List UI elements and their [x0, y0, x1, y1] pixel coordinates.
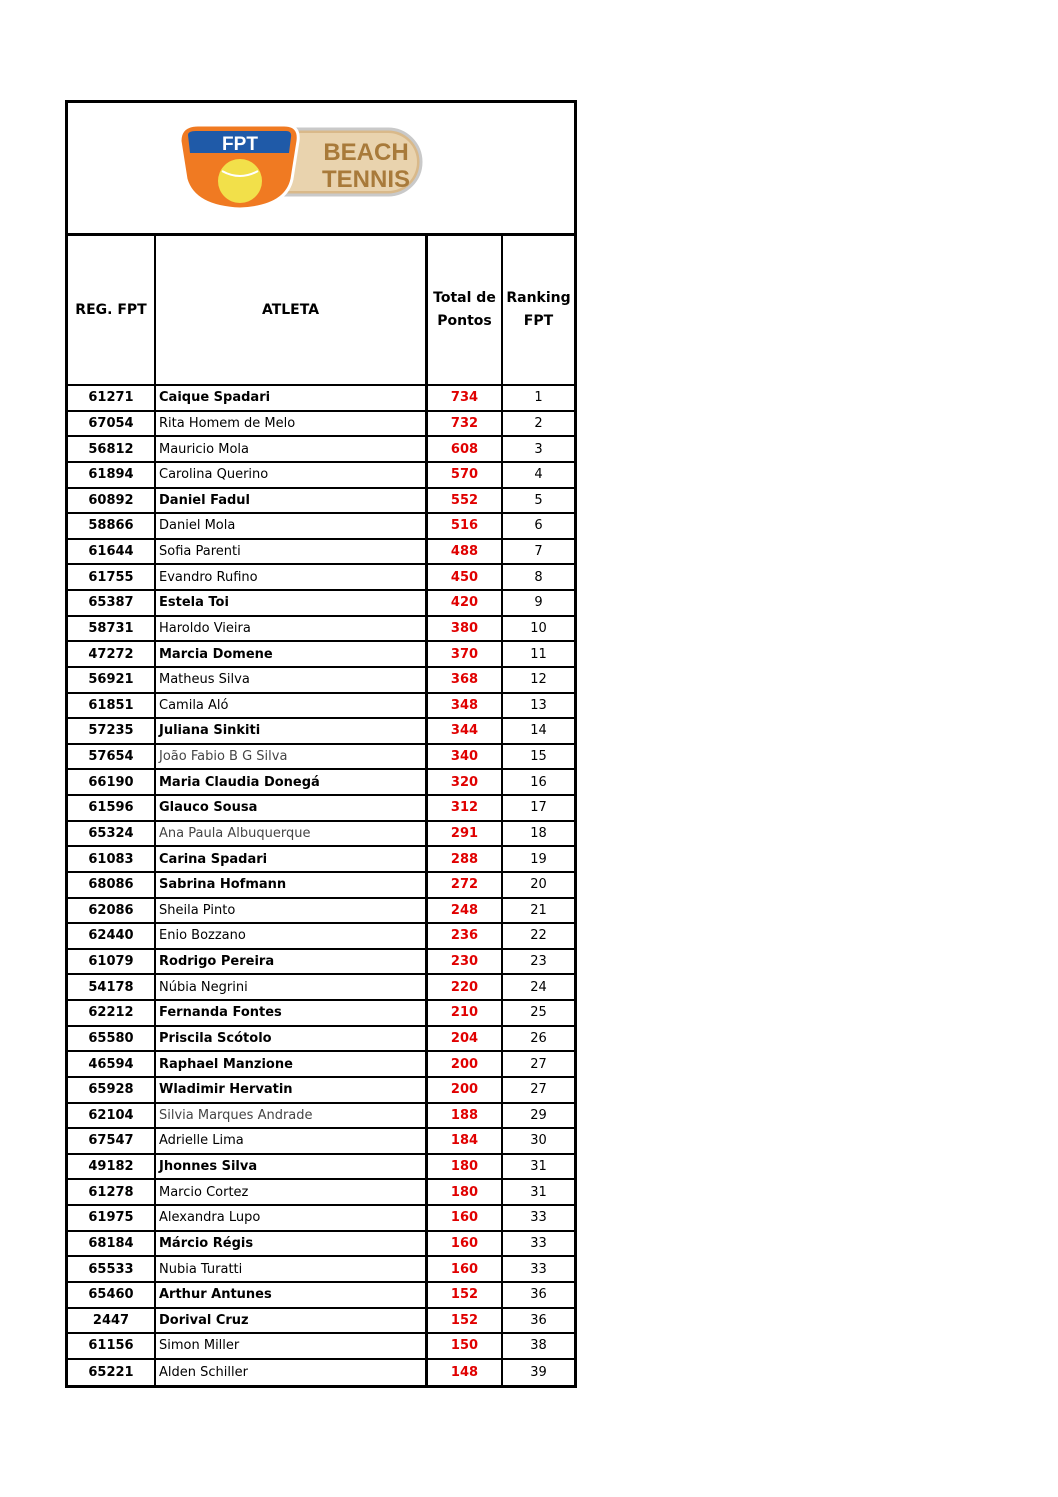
points-cell: 340 — [425, 745, 501, 769]
reg-header: REG. FPT — [75, 301, 147, 318]
athlete-cell: Daniel Mola — [154, 514, 425, 538]
reg-cell: 65387 — [88, 595, 134, 611]
reg-cell: 61851 — [88, 697, 134, 713]
table-row — [68, 719, 574, 745]
rank-cell: 22 — [501, 924, 574, 948]
points-cell: 180 — [425, 1155, 501, 1179]
reg-cell: 61156 — [88, 1338, 134, 1354]
table-row — [68, 1206, 574, 1232]
reg-cell: 67054 — [88, 415, 134, 431]
points-cell: 368 — [425, 668, 501, 692]
reg-cell: 62212 — [88, 1005, 134, 1021]
athlete-cell: Juliana Sinkiti — [154, 719, 425, 743]
points-cell: 248 — [425, 899, 501, 923]
athlete-cell: Silvia Marques Andrade — [154, 1104, 425, 1128]
points-cell: 230 — [425, 950, 501, 974]
reg-cell: 65928 — [88, 1082, 134, 1098]
fpt-beach-tennis-logo — [176, 119, 426, 215]
rank-cell: 27 — [501, 1052, 574, 1076]
reg-cell: 65533 — [88, 1261, 134, 1277]
reg-cell: 62440 — [88, 928, 134, 944]
table-row — [68, 1129, 574, 1155]
table-row — [68, 540, 574, 566]
athlete-cell: Arthur Antunes — [154, 1283, 425, 1307]
rank-cell: 5 — [501, 489, 574, 513]
points-cell: 380 — [425, 617, 501, 641]
athlete-cell: Marcia Domene — [154, 642, 425, 666]
rank-cell: 17 — [501, 796, 574, 820]
reg-cell: 65324 — [88, 825, 134, 841]
table-row — [68, 745, 574, 771]
points-cell: 570 — [425, 463, 501, 487]
table-row — [68, 514, 574, 540]
points-cell: 344 — [425, 719, 501, 743]
rank-cell: 8 — [501, 565, 574, 589]
athlete-cell: Mauricio Mola — [154, 437, 425, 461]
table-row — [68, 386, 574, 412]
reg-cell: 68086 — [88, 877, 134, 893]
reg-cell: 57235 — [88, 723, 134, 739]
athlete-cell: Alden Schiller — [154, 1360, 425, 1386]
athlete-cell: Marcio Cortez — [154, 1180, 425, 1204]
points-header — [425, 236, 501, 384]
reg-cell: 2447 — [92, 1312, 130, 1328]
athlete-cell: Dorival Cruz — [154, 1309, 425, 1333]
reg-cell: 56812 — [88, 441, 134, 457]
points-cell: 152 — [425, 1283, 501, 1307]
points-cell: 204 — [425, 1027, 501, 1051]
points-cell: 312 — [425, 796, 501, 820]
rank-cell: 24 — [501, 975, 574, 999]
points-cell: 488 — [425, 540, 501, 564]
athlete-cell: Camila Aló — [154, 694, 425, 718]
athlete-cell: Wladimir Hervatin — [154, 1078, 425, 1102]
rank-cell: 15 — [501, 745, 574, 769]
table-row — [68, 975, 574, 1001]
points-cell: 236 — [425, 924, 501, 948]
reg-cell: 66190 — [88, 774, 134, 790]
points-cell: 272 — [425, 873, 501, 897]
reg-cell: 61271 — [88, 390, 134, 406]
reg-cell: 62086 — [88, 902, 134, 918]
rank-header — [501, 236, 574, 384]
table-row — [68, 489, 574, 515]
rank-cell: 27 — [501, 1078, 574, 1102]
rank-cell: 20 — [501, 873, 574, 897]
rank-cell: 6 — [501, 514, 574, 538]
reg-cell: 61975 — [88, 1210, 134, 1226]
table-row — [68, 1052, 574, 1078]
athlete-header: ATLETA — [154, 236, 425, 384]
rank-cell: 26 — [501, 1027, 574, 1051]
points-cell: 188 — [425, 1104, 501, 1128]
table-row — [68, 1078, 574, 1104]
points-cell: 160 — [425, 1232, 501, 1256]
table-row — [68, 1309, 574, 1335]
reg-cell: 61596 — [88, 800, 134, 816]
reg-cell: 67547 — [88, 1133, 134, 1149]
table-row — [68, 950, 574, 976]
points-cell: 184 — [425, 1129, 501, 1153]
reg-cell: 56921 — [88, 672, 134, 688]
points-cell: 420 — [425, 591, 501, 615]
athlete-cell: Raphael Manzione — [154, 1052, 425, 1076]
table-row — [68, 668, 574, 694]
points-cell: 150 — [425, 1334, 501, 1358]
rank-cell: 31 — [501, 1155, 574, 1179]
reg-cell: 61079 — [88, 954, 134, 970]
reg-cell: 57654 — [88, 749, 134, 765]
athlete-cell: Nubia Turatti — [154, 1257, 425, 1281]
athlete-cell: Ana Paula Albuquerque — [154, 822, 425, 846]
athlete-cell: Fernanda Fontes — [154, 1001, 425, 1025]
points-cell: 450 — [425, 565, 501, 589]
rank-cell: 2 — [501, 412, 574, 436]
logo-line2: TENNIS — [321, 166, 411, 193]
points-cell: 552 — [425, 489, 501, 513]
athlete-cell: Sheila Pinto — [154, 899, 425, 923]
rank-cell: 3 — [501, 437, 574, 461]
points-cell: 160 — [425, 1257, 501, 1281]
reg-cell: 65580 — [88, 1030, 134, 1046]
table-row — [68, 617, 574, 643]
athlete-cell: Caique Spadari — [154, 386, 425, 410]
athlete-cell: Jhonnes Silva — [154, 1155, 425, 1179]
table-row — [68, 873, 574, 899]
table-row — [68, 1027, 574, 1053]
rank-cell: 16 — [501, 770, 574, 794]
points-cell: 370 — [425, 642, 501, 666]
table-row — [68, 796, 574, 822]
reg-cell: 46594 — [88, 1056, 134, 1072]
rank-cell: 39 — [501, 1360, 574, 1386]
table-row — [68, 1334, 574, 1360]
rank-cell: 4 — [501, 463, 574, 487]
reg-cell: 61083 — [88, 851, 134, 867]
reg-cell: 49182 — [88, 1159, 134, 1175]
table-row — [68, 899, 574, 925]
points-cell: 160 — [425, 1206, 501, 1230]
reg-cell: 47272 — [88, 646, 134, 662]
table-row — [68, 1283, 574, 1309]
points-cell: 210 — [425, 1001, 501, 1025]
table-row — [68, 412, 574, 438]
points-cell: 732 — [425, 412, 501, 436]
table-row — [68, 463, 574, 489]
rank-cell: 23 — [501, 950, 574, 974]
table-header — [68, 236, 574, 386]
points-cell: 320 — [425, 770, 501, 794]
points-cell: 180 — [425, 1180, 501, 1204]
rank-cell: 1 — [501, 386, 574, 410]
reg-cell: 62104 — [88, 1107, 134, 1123]
rank-cell: 30 — [501, 1129, 574, 1153]
reg-cell: 61894 — [88, 467, 134, 483]
athlete-cell: Núbia Negrini — [154, 975, 425, 999]
table-body — [68, 386, 574, 1385]
athlete-cell: Haroldo Vieira — [154, 617, 425, 641]
table-row — [68, 694, 574, 720]
athlete-cell: Evandro Rufino — [154, 565, 425, 589]
athlete-cell: Glauco Sousa — [154, 796, 425, 820]
athlete-cell: Alexandra Lupo — [154, 1206, 425, 1230]
reg-cell: 61278 — [88, 1184, 134, 1200]
athlete-cell: Rodrigo Pereira — [154, 950, 425, 974]
points-cell: 148 — [425, 1360, 501, 1386]
athlete-cell: Adrielle Lima — [154, 1129, 425, 1153]
table-row — [68, 1232, 574, 1258]
points-cell: 608 — [425, 437, 501, 461]
rank-cell: 21 — [501, 899, 574, 923]
reg-cell: 61755 — [88, 569, 134, 585]
athlete-cell: Márcio Régis — [154, 1232, 425, 1256]
athlete-cell: Maria Claudia Donegá — [154, 770, 425, 794]
rank-header-line1: Ranking — [506, 290, 571, 306]
table-row — [68, 1180, 574, 1206]
athlete-cell: Simon Miller — [154, 1334, 425, 1358]
athlete-cell: Estela Toi — [154, 591, 425, 615]
logo-line1: BEACH — [323, 139, 409, 166]
rank-cell: 29 — [501, 1104, 574, 1128]
rank-cell: 19 — [501, 847, 574, 871]
rank-cell: 13 — [501, 694, 574, 718]
points-cell: 734 — [425, 386, 501, 410]
logo-fpt-text: FPT — [222, 134, 258, 155]
rank-cell: 33 — [501, 1232, 574, 1256]
points-cell: 516 — [425, 514, 501, 538]
table-row — [68, 591, 574, 617]
points-cell: 348 — [425, 694, 501, 718]
logo-area — [68, 103, 574, 236]
rank-cell: 25 — [501, 1001, 574, 1025]
reg-cell: 60892 — [88, 492, 134, 508]
rank-cell: 33 — [501, 1206, 574, 1230]
points-cell: 200 — [425, 1052, 501, 1076]
athlete-cell: Daniel Fadul — [154, 489, 425, 513]
rank-header-line2: FPT — [523, 313, 554, 329]
rank-cell: 7 — [501, 540, 574, 564]
athlete-cell: Enio Bozzano — [154, 924, 425, 948]
athlete-cell: Sofia Parenti — [154, 540, 425, 564]
ranking-sheet — [65, 100, 577, 1388]
rank-cell: 18 — [501, 822, 574, 846]
table-row — [68, 847, 574, 873]
athlete-cell: Carina Spadari — [154, 847, 425, 871]
rank-cell: 33 — [501, 1257, 574, 1281]
rank-cell: 38 — [501, 1334, 574, 1358]
points-cell: 200 — [425, 1078, 501, 1102]
rank-cell: 9 — [501, 591, 574, 615]
rank-cell: 14 — [501, 719, 574, 743]
rank-cell: 31 — [501, 1180, 574, 1204]
table-row — [68, 565, 574, 591]
reg-cell: 65460 — [88, 1287, 134, 1303]
points-cell: 288 — [425, 847, 501, 871]
table-row — [68, 1104, 574, 1130]
athlete-cell: Carolina Querino — [154, 463, 425, 487]
reg-cell: 54178 — [88, 979, 134, 995]
athlete-cell: Matheus Silva — [154, 668, 425, 692]
reg-cell: 61644 — [88, 544, 134, 560]
table-row — [68, 822, 574, 848]
athlete-cell: João Fabio B G Silva — [154, 745, 425, 769]
athlete-cell: Sabrina Hofmann — [154, 873, 425, 897]
reg-cell: 65221 — [88, 1365, 134, 1381]
points-header-line2: Pontos — [437, 313, 492, 329]
points-cell: 220 — [425, 975, 501, 999]
points-header-line1: Total de — [433, 290, 496, 306]
table-row — [68, 1001, 574, 1027]
table-row — [68, 437, 574, 463]
reg-cell: 58866 — [88, 518, 134, 534]
table-row — [68, 770, 574, 796]
table-row — [68, 1155, 574, 1181]
table-row — [68, 1257, 574, 1283]
rank-cell: 36 — [501, 1309, 574, 1333]
points-cell: 152 — [425, 1309, 501, 1333]
athlete-cell: Rita Homem de Melo — [154, 412, 425, 436]
athlete-cell: Priscila Scótolo — [154, 1027, 425, 1051]
rank-cell: 36 — [501, 1283, 574, 1307]
reg-cell: 58731 — [88, 620, 134, 636]
table-row — [68, 642, 574, 668]
reg-cell: 68184 — [88, 1235, 134, 1251]
rank-cell: 11 — [501, 642, 574, 666]
table-row — [68, 924, 574, 950]
table-row — [68, 1360, 574, 1386]
points-cell: 291 — [425, 822, 501, 846]
rank-cell: 10 — [501, 617, 574, 641]
rank-cell: 12 — [501, 668, 574, 692]
